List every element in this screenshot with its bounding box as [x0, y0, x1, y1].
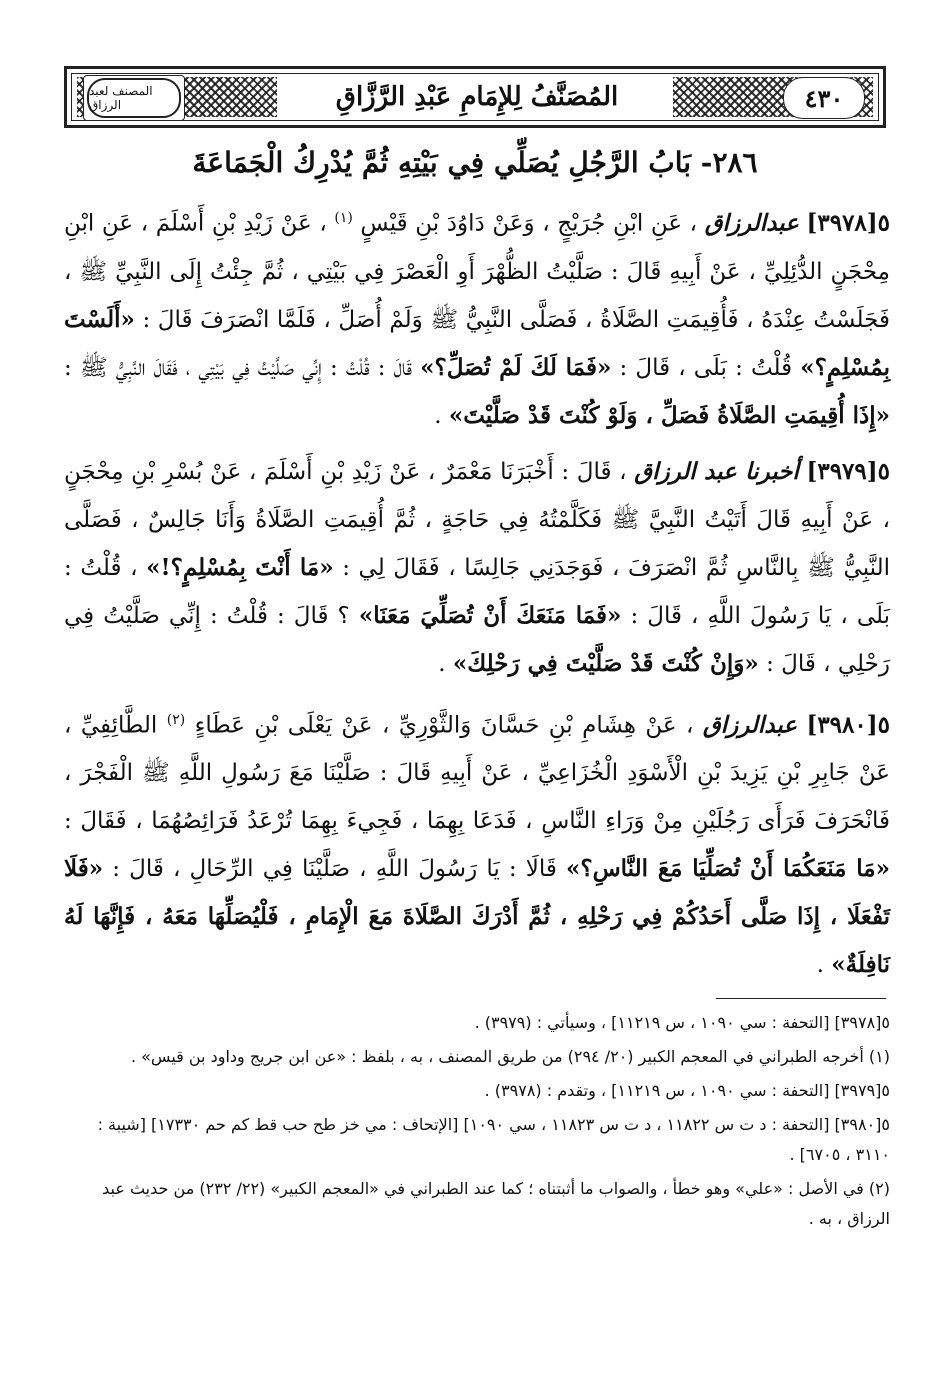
footnote: ٥[٣٩٧٩] [التحفة : سي ١٠٩٠ ، س ١١٢١٩] ، وتقدم : (٣٩٧٨) .: [484, 1081, 890, 1100]
hadith-text: ؟ قَالَ : قُلْتُ : إِنِّي صَلَّيْتُ فِي رَحْلِي ، قَالَ :: [64, 602, 890, 677]
hadith-source: أخبرنا عبد الرزاق: [634, 457, 799, 485]
hadith-quote: «فَمَا مَنَعَكَ أَنْ تُصَلِّيَ مَعَنَا»: [358, 601, 622, 629]
seal-emblem: المصنف لعبد الرزاق: [87, 78, 181, 118]
hadith-text: قَالَ : قُلْتُ : إِنِّي صَلَّيْتُ فِي بَيْتِي ، فَقَالَ النَّبِيُّ ﷺ :: [64, 354, 412, 381]
hadith-quote: «فَمَا لَكَ لَمْ تُصَلِّ؟»: [420, 353, 612, 381]
main-text: [64, 194, 890, 997]
book-seal: [83, 75, 185, 121]
hadith-quote: «مَا أَنْتَ بِمُسْلِمٍ؟!»: [146, 553, 334, 581]
hadith-quote: «وَإِنْ كُنْتَ قَدْ صَلَّيْتَ فِي رَحْلِكَ»: [452, 649, 759, 677]
hadith-number: ٥[٣٩٧٩]: [806, 457, 891, 485]
footnote-ref: (١): [334, 210, 353, 226]
hadith-text: ، قُلْتُ : بَلَى ، يَا رَسُولَ اللَّهِ ، قَالَ :: [64, 554, 891, 629]
footnote: (١) أخرجه الطبراني في المعجم الكبير (٢٠/ ٢٩٤) من طريق المصنف ، به ، بلفظ : «عن ابن جريج وداود بن قيس» .: [130, 1047, 890, 1066]
page-header: [64, 66, 886, 128]
running-title: المُصَنَّفُ لِلإِمَامِ عَبْدِ الرَّزَّاقِ: [297, 75, 657, 119]
hadith-quote: «إِذَا أُقِيمَتِ الصَّلَاةُ فَصَلِّ ، وَلَوْ كُنْتَ قَدْ صَلَّيْتَ»: [448, 401, 890, 429]
footnote: ٥[٣٩٧٨] [التحفة : سي ١٠٩٠ ، س ١١٢١٩] ، وسيأتي : (٣٩٧٩) .: [474, 1013, 890, 1032]
footnotes: [64, 1008, 890, 1238]
hadith-text: قَالَا : يَا رَسُولَ اللَّهِ ، صَلَّيْنَا فِي الرِّحَالِ ، قَالَ :: [112, 856, 557, 883]
footnote: (٢) في الأصل : «علي» وهو خطأ ، والصواب ما أثبتناه ؛ كما عند الطبراني في «المعجم الكبير» (٢٢/ ٢٣٢) من حديث عبد الرزاق ، به .: [102, 1179, 890, 1228]
hadith-text: قُلْتُ : بَلَى ، قَالَ :: [619, 354, 793, 381]
footnote-separator: [716, 998, 886, 999]
hadith-3979: [64, 448, 890, 688]
hadith-number: ٥[٣٩٨٠]: [806, 711, 890, 739]
hadith-text: ، عَنِ ابْنِ جُرَيْجٍ ، وَعَنْ دَاوُدَ بْنِ قَيْسٍ: [360, 210, 698, 237]
hadith-quote: «أَلَسْتَ بِمُسْلِمٍ؟»: [64, 305, 891, 381]
footnote-ref: (٢): [166, 711, 186, 728]
hadith-source: عبدالرزاق: [702, 711, 798, 739]
page-number: ٤٣٠: [783, 77, 865, 119]
hadith-text: ، قَالَ : أَخْبَرَنَا مَعْمَرٌ ، عَنْ زَيْدِ بْنِ أَسْلَمَ ، عَنْ بُسْرِ بْنِ مِحْجَنٍ ، عَنْ أَبِيهِ قَالَ أَتَيْتُ النَّبِيَّ ﷺ فَكَلَّمْتُهُ فِي حَاجَةٍ ، ثُمَّ أُقِيمَتِ الصَّلَاةُ وَأَنَا جَالِسٌ ، فَصَلَّى النَّبِيُّ ﷺ بِالنَّاسِ ثُمَّ انْصَرَفَ ، فَوَجَدَنِي جَالِسًا ، فَقَالَ لِي :: [64, 458, 890, 581]
footnote: ٥[٣٩٨٠] [التحفة : د ت س ١١٨٢٢ ، د ت س ١١٨٢٣ ، سي ١٠٩٠] [الإتحاف : مي خز طح حب قط كم حم ١٧٣٣٠] [شيبة : ٣١١٠ ، ٦٧٠٥] .: [97, 1115, 890, 1164]
hadith-number: ٥[٣٩٧٨]: [806, 209, 891, 237]
hadith-text: .: [434, 402, 442, 429]
hadith-source: عبدالرزاق: [704, 209, 799, 237]
hadith-text: ، عَنْ زَيْدِ بْنِ أَسْلَمَ ، عَنِ ابْنِ مِحْجَنٍ الدُّئِلِيِّ ، عَنْ أَبِيهِ قَالَ : صَلَّيْتُ الظُّهْرَ أَوِ الْعَصْرَ فِي بَيْتِي ، ثُمَّ جِئْتُ إِلَى النَّبِيِّ ﷺ ، فَجَلَسْتُ عِنْدَهُ ، فَأُقِيمَتِ الصَّلَاةُ ، فَصَلَّى النَّبِيُّ ﷺ وَلَمْ أُصَلِّ ، فَلَمَّا انْصَرَفَ قَالَ :: [64, 210, 890, 333]
hadith-quote: «فَلَا تَفْعَلَا ، إِذَا صَلَّى أَحَدُكُمْ فِي رَحْلِهِ ، ثُمَّ أَدْرَكَ الصَّلَاةَ مَعَ الْإِمَامِ ، فَلْيُصَلِّهَا مَعَهُ ، فَإِنَّهَا لَهُ نَافِلَةٌ»: [64, 855, 890, 979]
hadith-quote: «مَا مَنَعَكُمَا أَنْ تُصَلِّيَا مَعَ النَّاسِ؟»: [566, 855, 891, 883]
chapter-title: ٢٨٦- بَابُ الرَّجُلِ يُصَلِّي فِي بَيْتِهِ ثُمَّ يُدْرِكُ الْجَمَاعَةَ: [192, 146, 758, 179]
hadith-text: .: [816, 952, 824, 979]
hadith-text: الطَّائِفِيِّ ، عَنْ جَابِرِ بْنِ يَزِيدَ بْنِ الْأَسْوَدِ الْخُزَاعِيِّ ، عَنْ أَبِيهِ قَالَ : صَلَّيْنَا مَعَ رَسُولِ اللَّهِ ﷺ الْفَجْرَ ، فَانْحَرَفَ فَرَأَى رَجُلَيْنِ مِنْ وَرَاءِ النَّاسِ ، فَدَعَا بِهِمَا ، فَجِيءَ بِهِمَا تُرْعَدُ فَرَائِصُهُمَا ، فَقَالَ :: [64, 712, 890, 835]
hadith-text: ، عَنْ هِشَامِ بْنِ حَسَّانَ وَالثَّوْرِيِّ ، عَنْ يَعْلَى بْنِ عَطَاءٍ: [194, 712, 694, 739]
hadith-3978: [64, 194, 890, 440]
hadith-3980: [64, 696, 890, 990]
hadith-text: .: [438, 650, 446, 677]
